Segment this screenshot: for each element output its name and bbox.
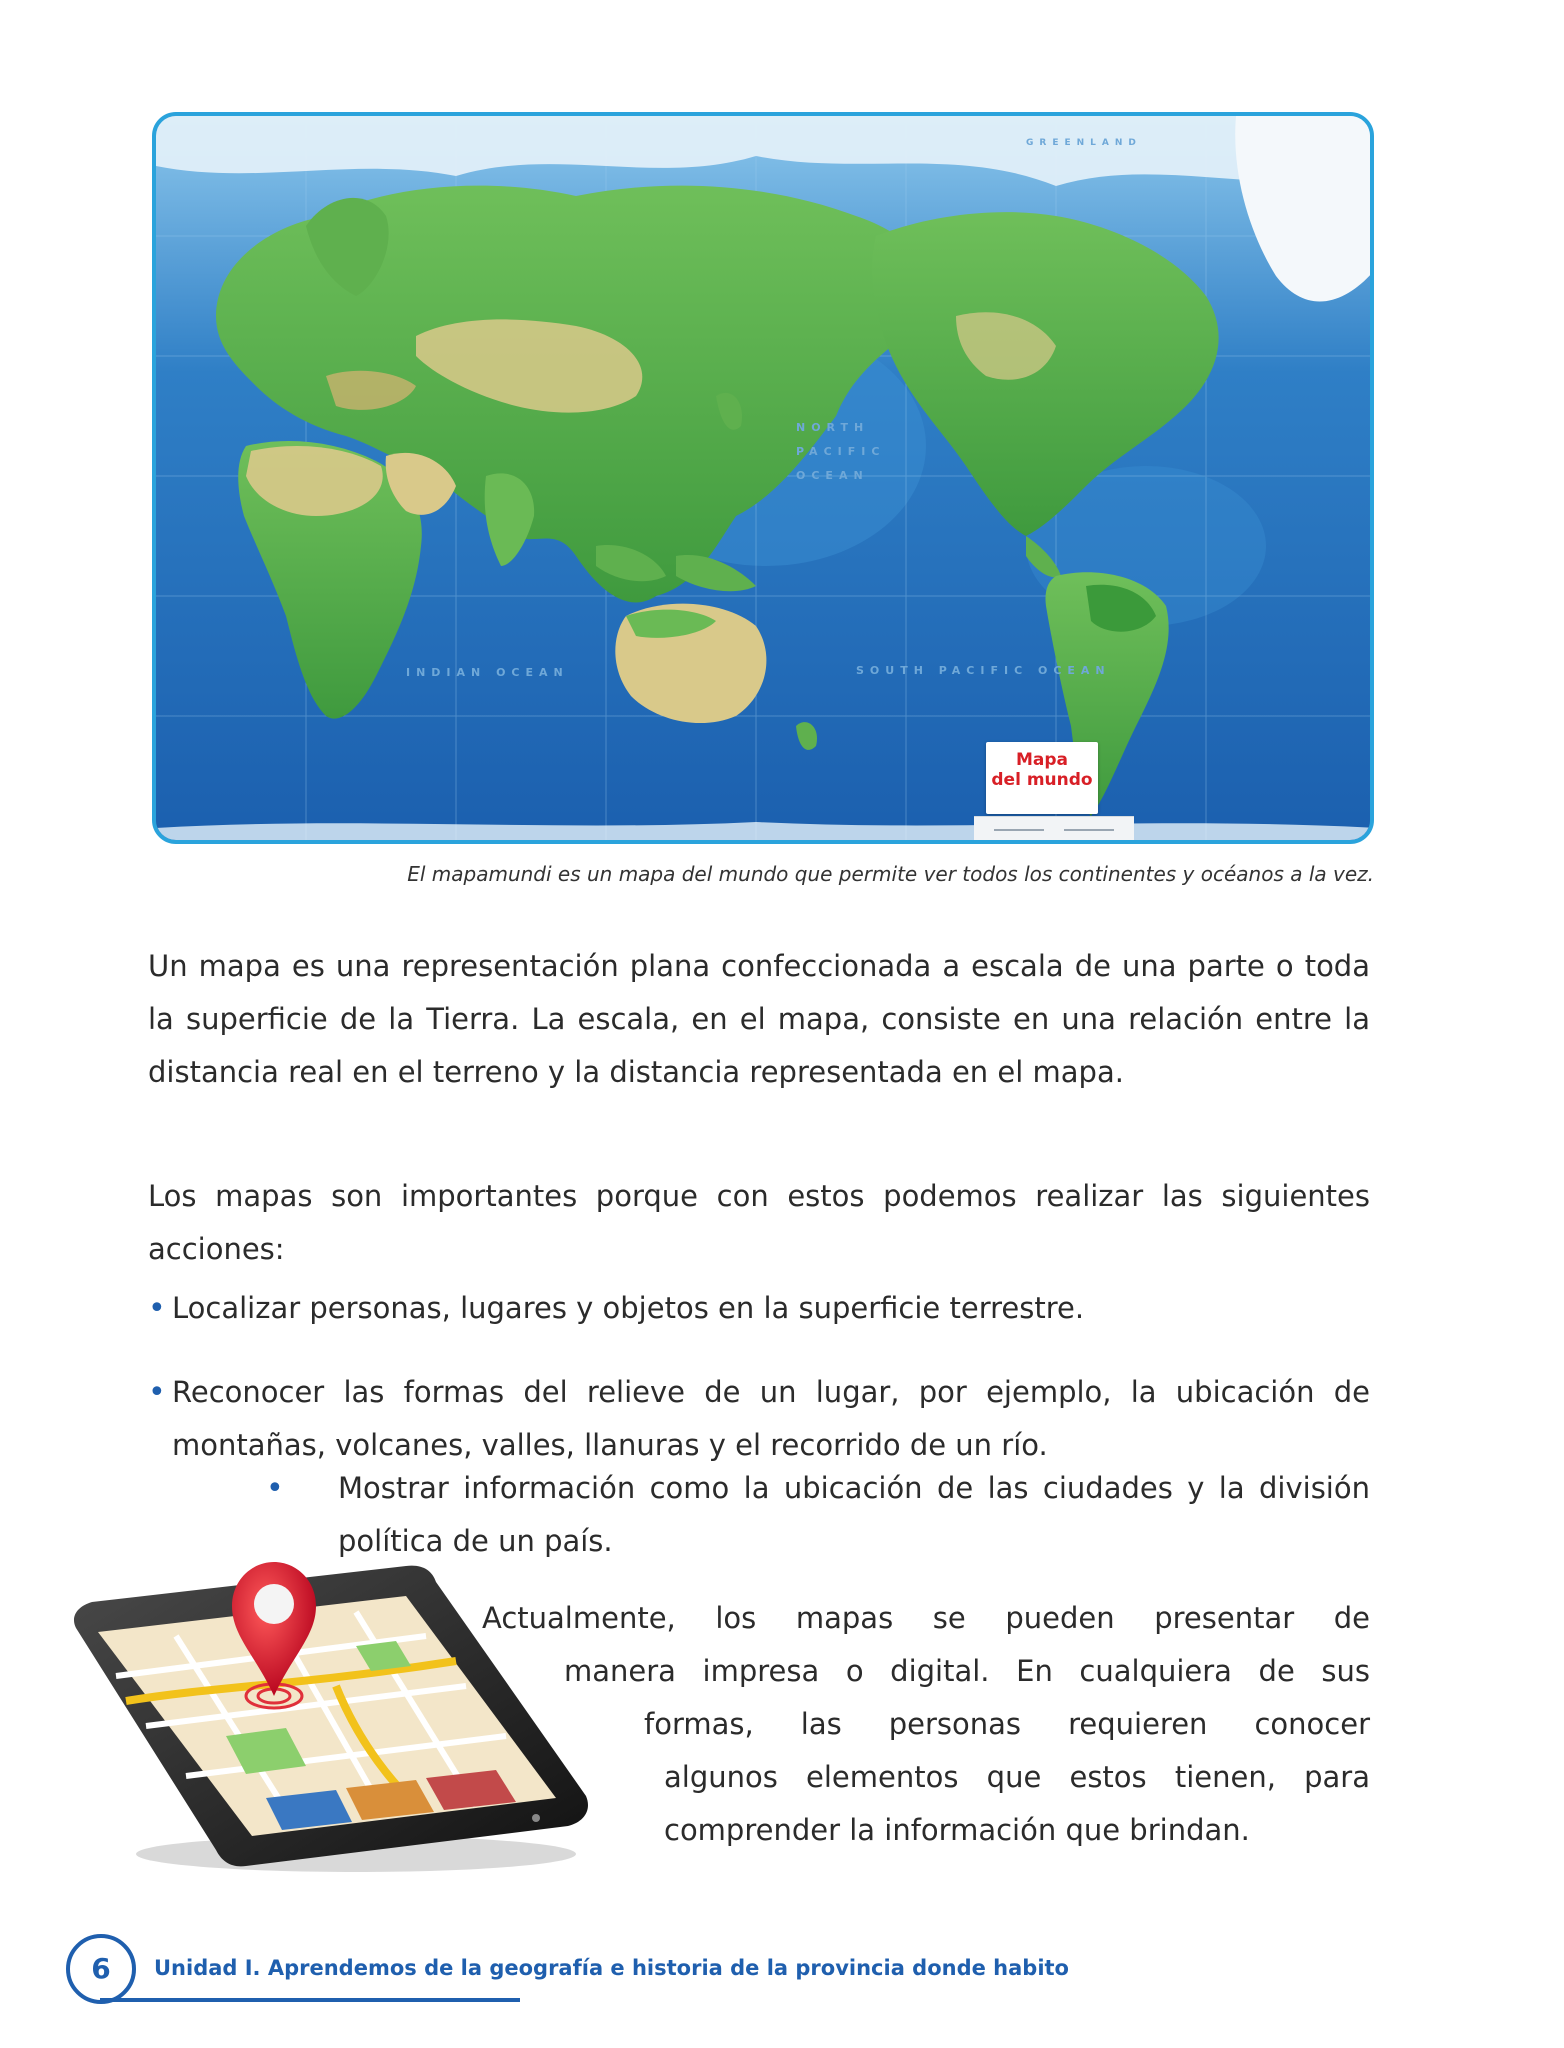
bullet-item-information: Mostrar información como la ubicación de las ciudades y la división política de un país. (338, 1471, 1370, 1558)
map-title-line2: del mundo (991, 770, 1093, 790)
paragraph-digital-maps-line: manera impresa o digital. En cualquiera de sus (564, 1654, 1370, 1688)
smartphone-map-illustration (56, 1536, 600, 1876)
bullet-dot: • (148, 1291, 166, 1326)
bullet-dot: • (266, 1471, 284, 1506)
map-title-label (986, 742, 1098, 814)
paragraph-digital-maps-line: comprender la información que brindan. (664, 1813, 1250, 1847)
paragraph-digital-maps-line: formas, las personas requieren conocer (644, 1707, 1370, 1741)
page-number: 6 (66, 1934, 136, 2004)
map-title-line1: Mapa (1015, 750, 1069, 770)
map-label-indian-ocean: INDIAN OCEAN (406, 666, 569, 679)
footer-rule (100, 1998, 520, 2002)
map-caption: El mapamundi es un mapa del mundo que permite ver todos los continentes y océanos a la vez. (407, 862, 1374, 886)
map-label-north-pacific: NORTH PACIFIC OCEAN (796, 421, 886, 482)
footer-unit-title: Unidad I. Aprendemos de la geografía e historia de la provincia donde habito (154, 1956, 1069, 1980)
bullet-item-locate: Localizar personas, lugares y objetos en la superficie terrestre. (172, 1291, 1085, 1325)
paragraph-digital-maps-line: algunos elementos que estos tienen, para (664, 1760, 1370, 1794)
map-label-greenland: GREENLAND (1026, 138, 1142, 148)
bullet-item-relief: Reconocer las formas del relieve de un lugar, por ejemplo, la ubicación de montañas, volcanes, valles, llanuras y el recorrido de un río. (172, 1375, 1370, 1462)
paragraph-digital-maps-line: Actualmente, los mapas se pueden presentar de (482, 1601, 1370, 1635)
map-label-south-pacific: SOUTH PACIFIC OCEAN (856, 664, 1111, 677)
map-legend-strip (974, 816, 1134, 844)
smartphone-icon (56, 1536, 600, 1876)
paragraph-map-definition: Un mapa es una representación plana confeccionada a escala de una parte o toda la superficie de la Tierra. La escala, en el mapa, consiste en una relación entre la distancia real en el terreno y la distancia representada en el mapa. (148, 949, 1370, 1089)
paragraph-map-importance: Los mapas son importantes porque con estos podemos realizar las siguientes acciones: (148, 1179, 1370, 1266)
world-map-illustration (156, 116, 1374, 844)
bullet-dot: • (148, 1375, 166, 1410)
world-map (152, 112, 1374, 844)
